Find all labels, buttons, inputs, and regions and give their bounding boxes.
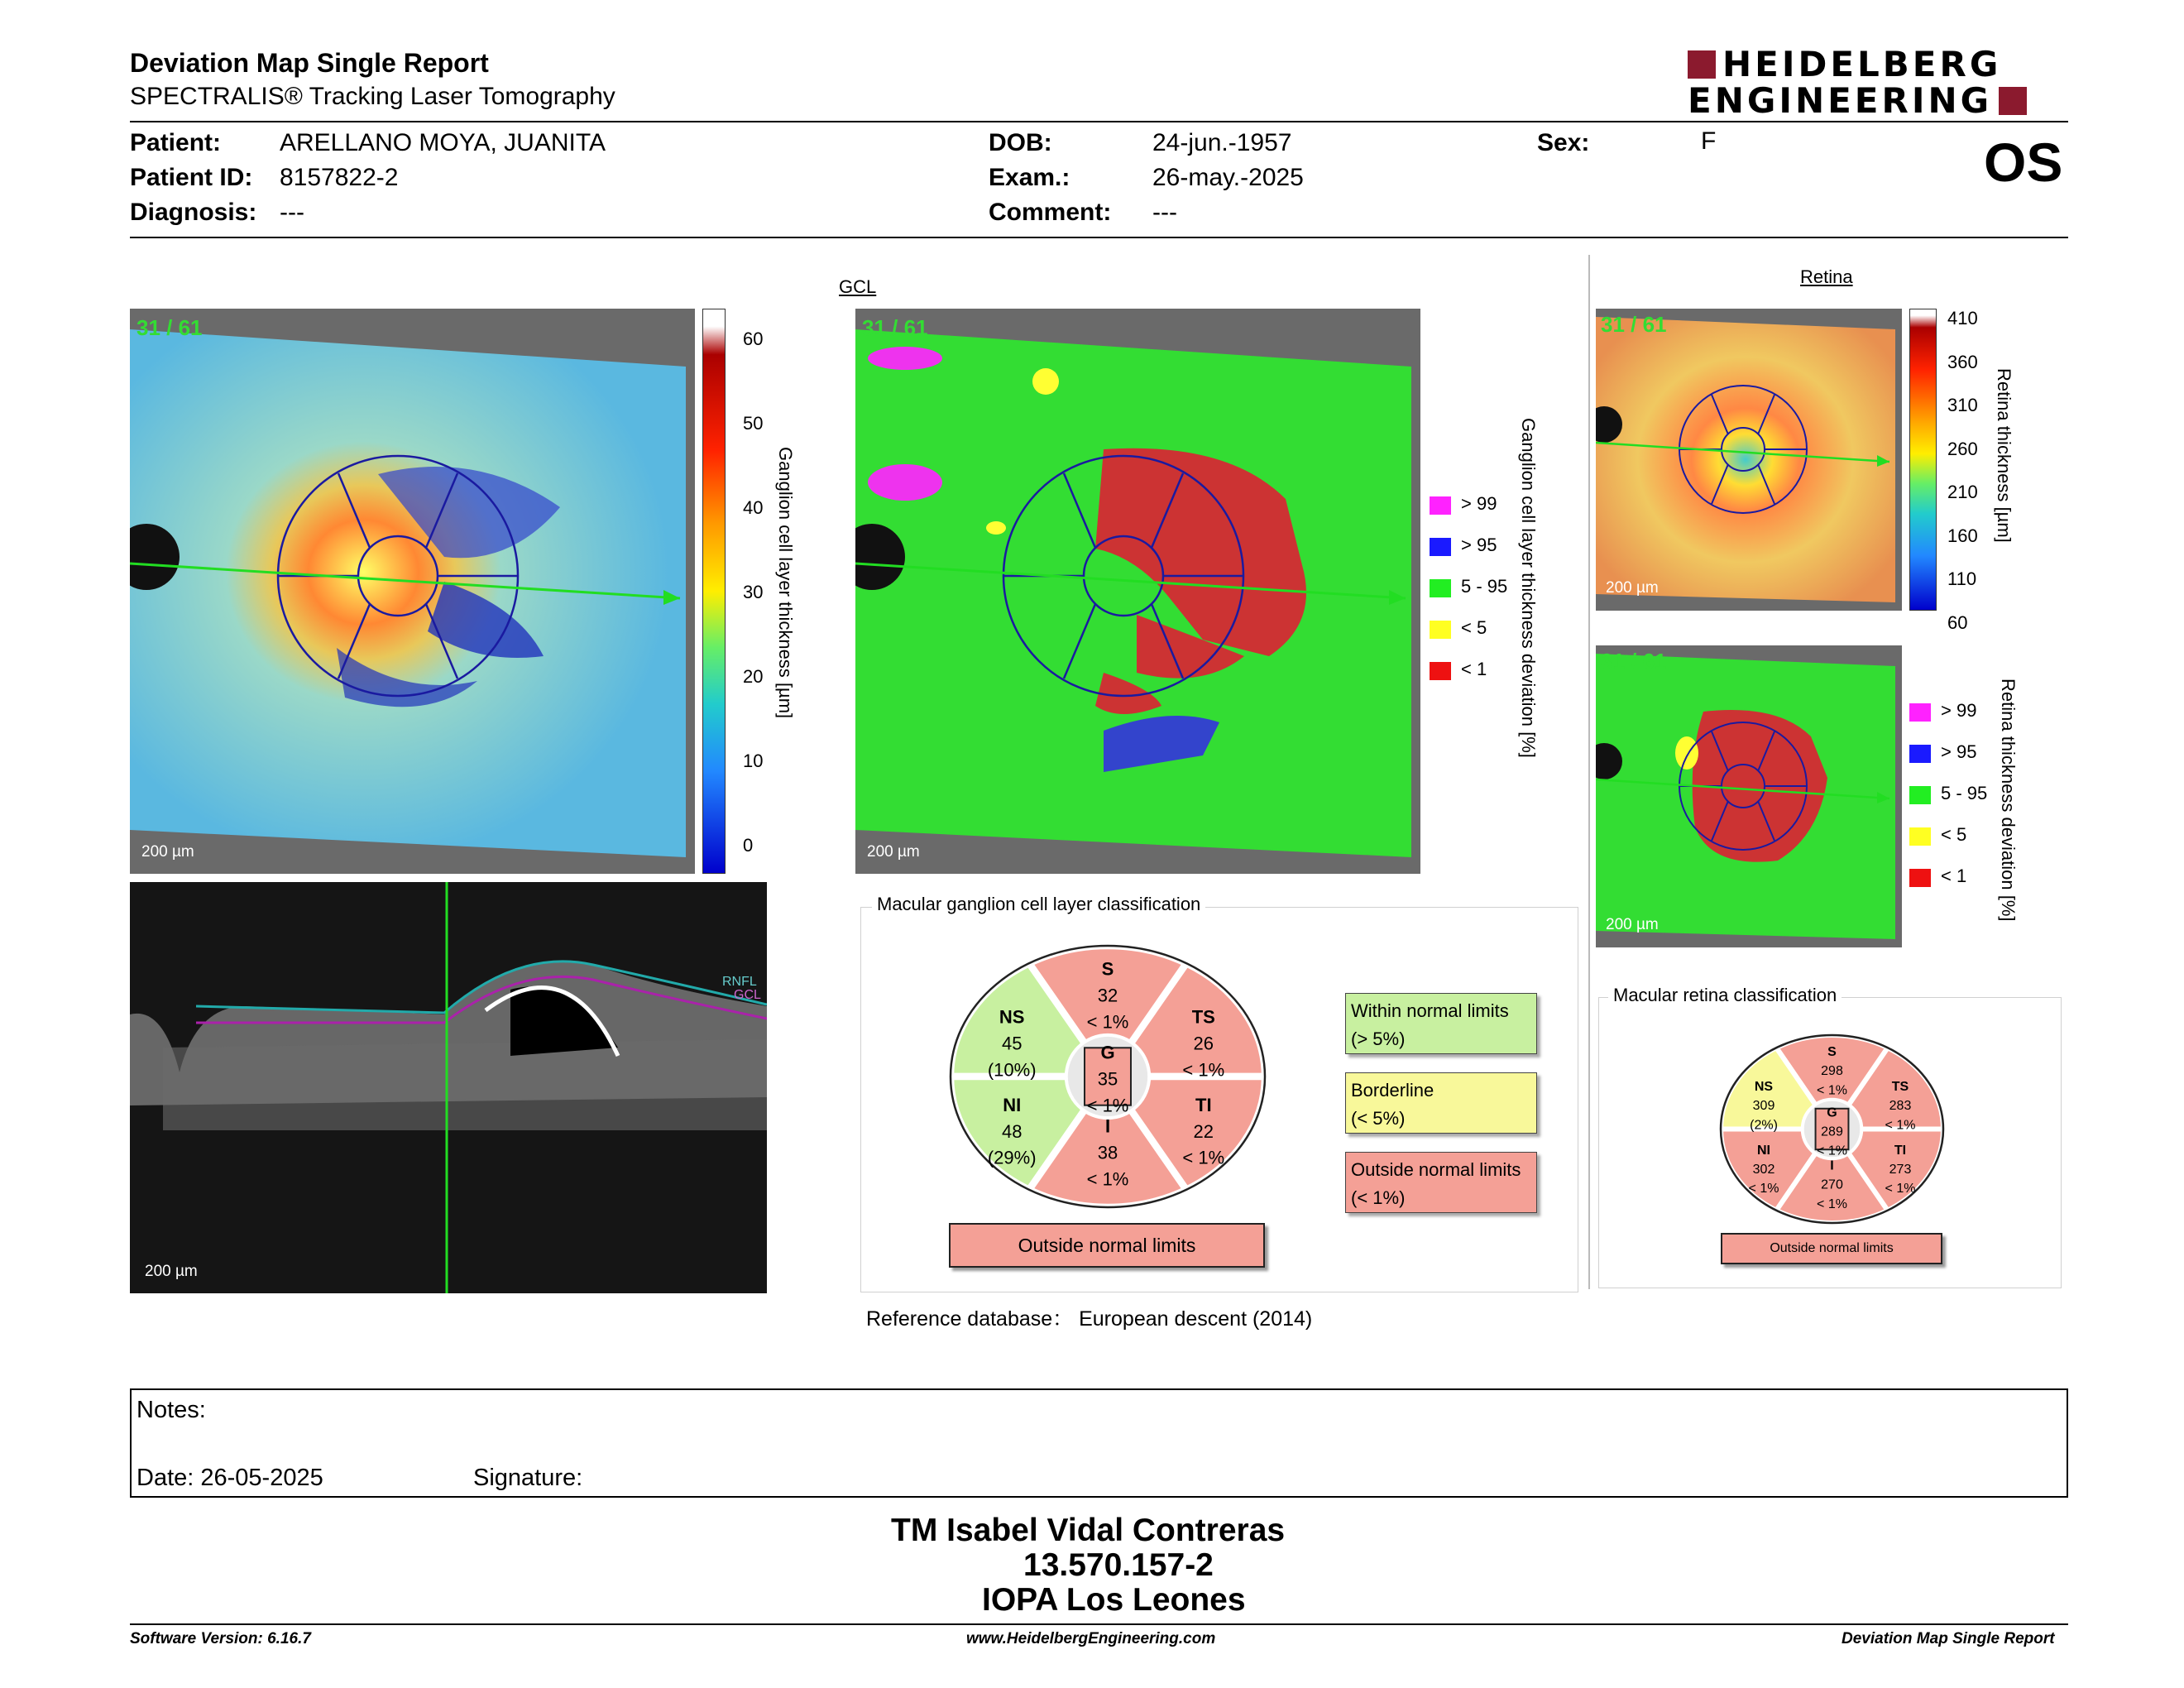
sector-label: (10%)	[987, 1059, 1037, 1081]
sector-label: < 1%	[1748, 1182, 1779, 1196]
sector-label: I	[1830, 1158, 1834, 1173]
legend-label: < 5	[1461, 617, 1487, 638]
sector-label: 270	[1821, 1177, 1843, 1192]
gcl-colorbar-label: Ganglion cell layer thickness [µm]	[775, 447, 796, 719]
sector-label: TI	[1894, 1143, 1907, 1158]
reference-database: Reference database： European descent (2014)	[866, 1307, 1313, 1331]
signer-organization: IOPA Los Leones	[982, 1582, 1246, 1618]
colorbar-tick: 360	[1947, 351, 1978, 372]
notes-signature-label: Signature:	[473, 1465, 583, 1491]
retina-map-title: Retina	[1800, 266, 1853, 287]
sector-label: < 1%	[1086, 1168, 1129, 1190]
sector-label: TS	[1891, 1079, 1909, 1094]
footer-divider	[130, 1623, 2068, 1625]
colorbar-tick: 0	[743, 835, 754, 856]
sector-label: S	[1101, 958, 1114, 980]
colorbar-tick: 160	[1947, 525, 1978, 546]
comment-value: ---	[1152, 199, 1177, 226]
gcl-map-title: GCL	[839, 276, 877, 297]
gcl-label: GCL	[734, 988, 761, 1002]
sector-label: TI	[1195, 1094, 1212, 1115]
legend-swatch	[1909, 745, 1931, 763]
sector-label: 302	[1752, 1162, 1775, 1177]
diagnosis-value: ---	[280, 199, 304, 226]
sector-label: 48	[1001, 1120, 1023, 1142]
sector-label: 26	[1193, 1033, 1214, 1054]
patient-id: 8157822-2	[280, 164, 399, 191]
retina-colorbar	[1909, 309, 1937, 611]
retina-result-badge: Outside normal limits	[1721, 1233, 1942, 1264]
dob-value: 24-jun.-1957	[1152, 129, 1292, 156]
colorbar-tick: 110	[1947, 568, 1977, 589]
sector-label: NS	[1754, 1079, 1774, 1094]
notes-date: Date: 26-05-2025	[136, 1465, 323, 1491]
legend-swatch	[1430, 579, 1451, 597]
gcl-deviation-map	[855, 309, 1420, 874]
colorbar-tick: 410	[1947, 308, 1978, 328]
legend-swatch	[1909, 786, 1931, 804]
sector-label: < 1%	[1182, 1059, 1225, 1081]
signer-name: TM Isabel Vidal Contreras	[891, 1513, 1286, 1548]
gcl-deviation-legend	[1430, 493, 1529, 695]
colorbar-tick: 60	[1947, 611, 1968, 633]
gcl-classification-key	[1345, 993, 1535, 1225]
colorbar-tick: 260	[1947, 438, 1978, 459]
gcl-deviation-legend-title: Ganglion cell layer thickness deviation [%]	[1518, 418, 1539, 758]
patient-id-label: Patient ID:	[130, 164, 253, 191]
sector-chart-svg	[1718, 1033, 1946, 1225]
frame-number: 31 / 61	[862, 315, 928, 340]
colorbar-tick: 210	[1947, 482, 1978, 502]
column-divider	[1588, 255, 1590, 1289]
exam-value: 26-may.-2025	[1152, 164, 1304, 191]
colorbar-tick: 50	[743, 413, 764, 434]
sector-label: 298	[1821, 1064, 1843, 1079]
colorbar-tick: 20	[743, 666, 764, 687]
sector-label: 38	[1097, 1142, 1118, 1163]
gcl-sector-chart	[948, 943, 1267, 1210]
sector-label: (2%)	[1750, 1118, 1778, 1133]
report-subtitle: SPECTRALIS® Tracking Laser Tomography	[130, 83, 615, 110]
legend-label: > 95	[1941, 741, 1977, 762]
legend-swatch	[1430, 662, 1451, 680]
legend-swatch	[1430, 538, 1451, 556]
website-link[interactable]: www.HeidelbergEngineering.com	[966, 1630, 1216, 1647]
colorbar-tick: 40	[743, 497, 764, 518]
sector-label: 273	[1889, 1162, 1912, 1177]
gcl-colorbar-ticks	[743, 309, 776, 874]
retina-deviation-map	[1596, 645, 1902, 947]
sector-label: (29%)	[987, 1147, 1037, 1168]
classification-key-item: Borderline (< 5%)	[1345, 1072, 1537, 1134]
sector-label: I	[1104, 1115, 1111, 1137]
diagnosis-label: Diagnosis:	[130, 199, 257, 226]
dob-label: DOB:	[989, 129, 1052, 156]
sector-label: < 1%	[1817, 1196, 1847, 1211]
legend-label: < 5	[1941, 824, 1967, 845]
gcl-colorbar	[702, 309, 726, 874]
sector-label: < 1%	[1182, 1147, 1225, 1168]
sector-label: < 1%	[1817, 1144, 1847, 1158]
legend-swatch	[1909, 869, 1931, 887]
colorbar-tick: 60	[743, 328, 764, 349]
sector-label: G	[1827, 1105, 1837, 1120]
sector-chart-svg	[948, 943, 1267, 1210]
legend-swatch	[1430, 496, 1451, 515]
sector-label: < 1%	[1086, 1095, 1129, 1116]
notes-box	[130, 1388, 2068, 1498]
sector-label: 45	[1001, 1033, 1023, 1054]
colorbar-tick: 10	[743, 750, 764, 771]
scale-bar: 200 µm	[141, 843, 194, 861]
legend-swatch	[1909, 827, 1931, 846]
scale-bar: 200 µm	[867, 843, 920, 861]
retina-deviation-legend-title: Retina thickness deviation [%]	[1998, 679, 2019, 922]
sector-label: NS	[999, 1006, 1025, 1028]
oct-bscan	[130, 882, 767, 1293]
legend-label: < 1	[1461, 659, 1487, 679]
retina-deviation-legend	[1909, 700, 2000, 902]
retina-colorbar-label: Retina thickness [µm]	[1994, 368, 2014, 543]
patient-name: ARELLANO MOYA, JUANITA	[280, 129, 606, 156]
legend-swatch	[1909, 703, 1931, 722]
sector-label: 309	[1752, 1099, 1775, 1114]
scale-bar: 200 µm	[1606, 916, 1659, 933]
classification-key-item: Outside normal limits (< 1%)	[1345, 1152, 1537, 1213]
legend-label: 5 - 95	[1461, 576, 1508, 597]
sector-label: 289	[1821, 1125, 1843, 1139]
colorbar-tick: 310	[1947, 395, 1978, 415]
header-divider	[130, 121, 2068, 122]
sector-label: 35	[1097, 1068, 1118, 1090]
bscan-scale-bar: 200 µm	[145, 1263, 198, 1280]
patient-label: Patient:	[130, 129, 222, 156]
software-version: Software Version: 6.16.7	[130, 1630, 311, 1647]
frame-number: 31 / 61	[1601, 649, 1667, 674]
patient-divider	[130, 237, 2068, 238]
eye-label: OS	[1984, 132, 2063, 193]
logo-square-icon	[1688, 50, 1716, 79]
report-title: Deviation Map Single Report	[130, 48, 489, 78]
sector-label: 32	[1097, 985, 1118, 1006]
scale-bar: 200 µm	[1606, 579, 1659, 597]
sector-label: < 1%	[1086, 1011, 1129, 1033]
sex-label: Sex:	[1537, 129, 1590, 156]
frame-number: 31 / 61	[1601, 312, 1667, 337]
gcl-thickness-map	[130, 309, 695, 874]
retina-classification-title: Macular retina classification	[1608, 985, 1842, 1006]
sector-label: NI	[1757, 1143, 1770, 1158]
footer-report-name: Deviation Map Single Report	[1842, 1630, 2055, 1647]
sex-value: F	[1701, 127, 1717, 155]
gcl-classification-title: Macular ganglion cell layer classification	[872, 894, 1205, 915]
retina-colorbar-ticks	[1947, 308, 1989, 633]
sector-label: NI	[1003, 1094, 1022, 1115]
gcl-result-badge: Outside normal limits	[949, 1223, 1265, 1268]
classification-key-item: Within normal limits (> 5%)	[1345, 993, 1537, 1054]
frame-number: 31 / 61	[136, 315, 203, 340]
comment-label: Comment:	[989, 199, 1112, 226]
exam-label: Exam.:	[989, 164, 1070, 191]
sector-label: TS	[1191, 1006, 1215, 1028]
sector-label: G	[1100, 1042, 1115, 1063]
heidelberg-logo: HEIDELBERG ENGINEERING	[1688, 46, 2068, 119]
logo-square-icon	[1999, 87, 2027, 115]
legend-label: > 95	[1461, 535, 1497, 555]
legend-label: > 99	[1461, 493, 1497, 514]
signer-id: 13.570.157-2	[1023, 1547, 1214, 1583]
rnfl-label: RNFL	[722, 975, 757, 989]
sector-label: S	[1827, 1044, 1837, 1059]
sector-label: < 1%	[1817, 1083, 1847, 1098]
sector-label: < 1%	[1885, 1182, 1916, 1196]
colorbar-tick: 30	[743, 582, 764, 602]
sector-label: < 1%	[1885, 1118, 1916, 1133]
sector-label: 22	[1193, 1120, 1214, 1142]
legend-label: > 99	[1941, 700, 1977, 721]
notes-label: Notes:	[136, 1397, 206, 1423]
retina-thickness-map	[1596, 309, 1902, 611]
legend-swatch	[1430, 621, 1451, 639]
legend-label: < 1	[1941, 866, 1967, 886]
sector-label: 283	[1889, 1099, 1912, 1114]
retina-sector-chart	[1718, 1033, 1946, 1225]
legend-label: 5 - 95	[1941, 783, 1988, 803]
